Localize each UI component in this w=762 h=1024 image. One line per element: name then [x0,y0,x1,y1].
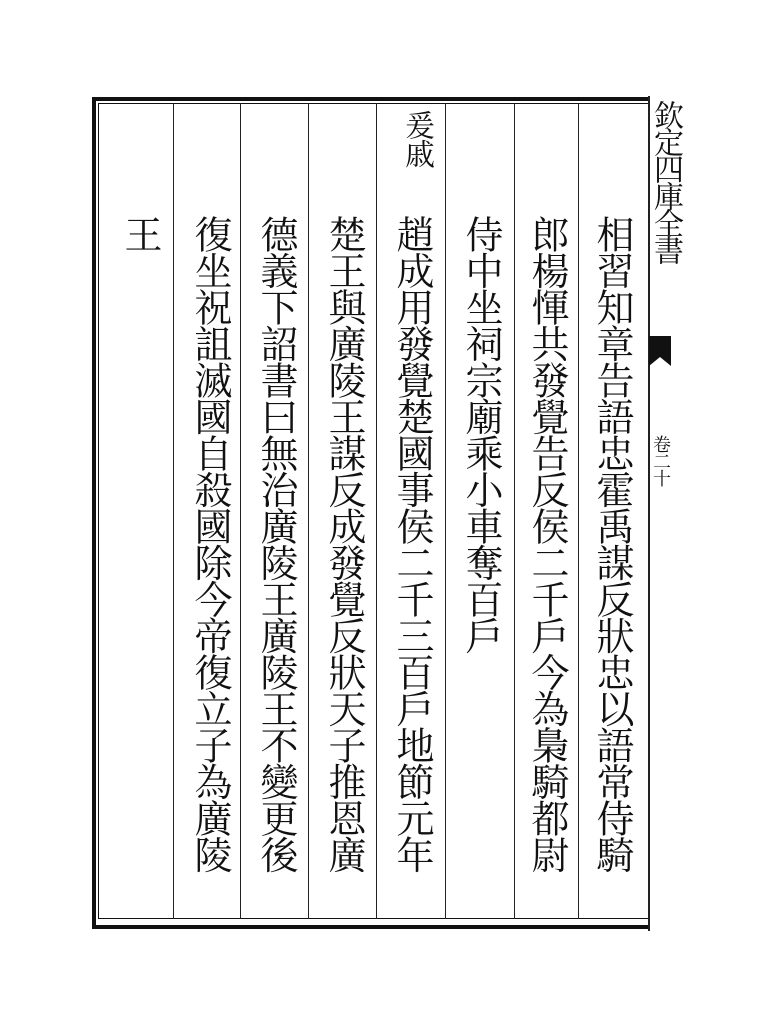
text-column-4: 趙成用發覺楚國事侯二千三百戶地節元年 [390,215,434,872]
column-rule [376,103,377,919]
column-rule [514,103,515,919]
collection-title: 欽定四庫全書 [648,100,683,262]
column-header: 爰戚 [399,110,434,167]
text-column-3: 侍中坐祠宗廟乘小車奪百戶 [459,215,503,653]
column-rule [578,103,579,919]
text-column-1: 相習知章告語忠霍禹謀反狀忠以語常侍騎 [590,215,634,872]
text-column-2: 郎楊惲共發覺告反侯二千戶今為梟騎都尉 [525,215,569,872]
text-column-8: 王 [118,215,162,252]
volume-number: 卷二十 [650,435,671,486]
column-rule [240,103,241,919]
column-rule [445,103,446,919]
column-rule [173,103,174,919]
text-column-6: 德義下詔書曰無治廣陵王廣陵王不變更後 [254,215,298,872]
column-rule [308,103,309,919]
text-column-5: 楚王與廣陵王謀反成發覺反狀天子推恩廣 [322,215,366,872]
text-column-7: 復坐祝詛滅國自殺國除今帝復立子為廣陵 [188,215,232,872]
